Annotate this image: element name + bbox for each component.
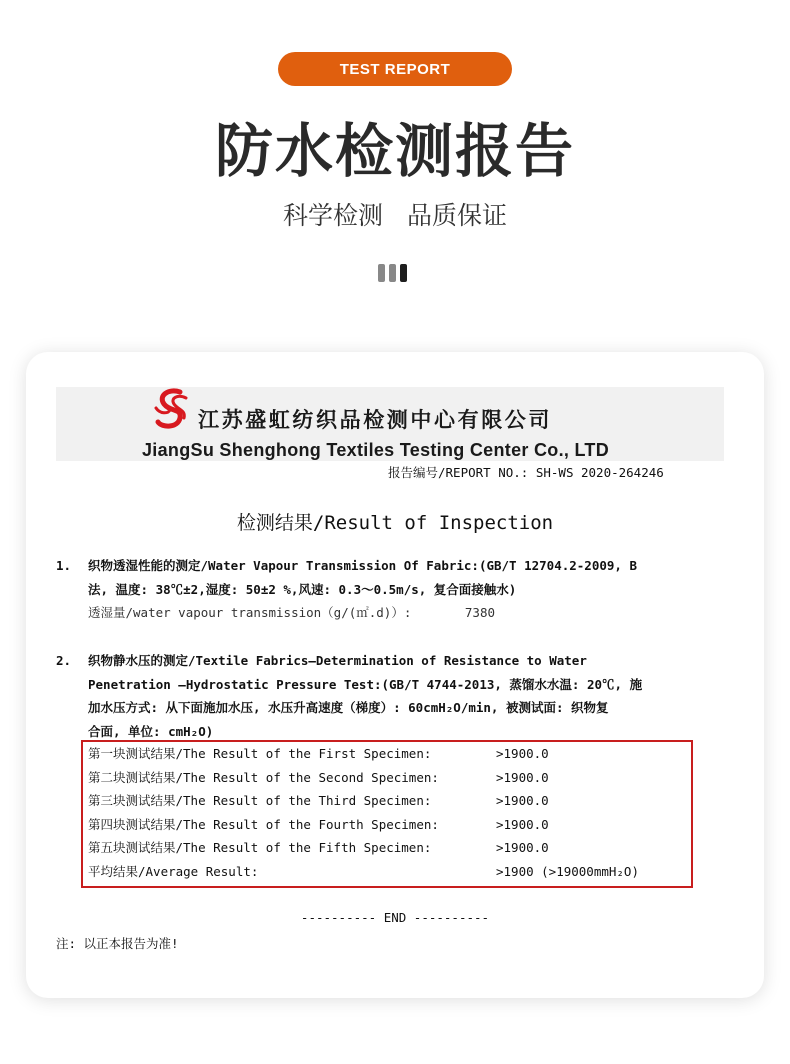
company-name-en: JiangSu Shenghong Textiles Testing Center Co., LTD — [142, 440, 610, 460]
result-row — [88, 813, 439, 837]
item-desc-line: 加水压方式: 从下面施加水压, 水压升高速度（梯度）: 60cmH₂O/min, 被测试面: 织物复 — [88, 700, 609, 715]
item-desc-line: Penetration —Hydrostatic Pressure Test:(GB/T 4744-2013, 蒸馏水水温: 20℃, 施 — [88, 676, 643, 692]
test-item-hydrostatic — [56, 649, 736, 743]
result-value: >1900.0 — [496, 769, 549, 785]
report-end-marker: ---------- END ---------- — [300, 910, 490, 925]
report-card — [26, 352, 764, 998]
result-value-average: >1900 (>19000mmH₂O) — [496, 863, 639, 879]
shenghong-logo-icon — [150, 386, 194, 434]
company-name-cn: 江苏盛虹纺织品检测中心有限公司 — [198, 407, 552, 432]
report-number-value: SH-WS 2020-264246 — [535, 465, 664, 480]
result-row-average — [88, 860, 258, 884]
result-label: 第二块测试结果/The Result of the Second Specimen: — [88, 769, 439, 785]
result-row — [88, 789, 431, 813]
item-desc-line: 法, 温度: 38℃±2,湿度: 50±2 %,风速: 0.3～0.5m/s, 复合面接触水) — [88, 581, 517, 597]
result-value: >1900.0 — [496, 746, 549, 761]
result-row — [88, 742, 431, 766]
carousel-dot-active — [400, 264, 407, 282]
item-desc-line: 织物静水压的测定/Textile Fabrics—Determination of Resistance to Water — [88, 653, 587, 668]
result-heading: 检测结果/Result of Inspection — [236, 512, 554, 534]
result-label: 第一块测试结果/The Result of the First Specimen: — [88, 746, 432, 761]
item-number: 1. — [56, 558, 72, 573]
result-value: >1900.0 — [496, 816, 549, 832]
carousel-indicator — [378, 264, 407, 282]
subtitle-right: 品质保证 — [406, 201, 507, 230]
page-title: 防水检测报告 — [214, 117, 575, 185]
report-note: 注: 以正本报告为准! — [56, 936, 179, 951]
test-item-vapour — [56, 554, 736, 625]
vapour-transmission-label: 透湿量/water vapour transmission（g/(㎡.d)）: — [88, 605, 412, 620]
result-label: 平均结果/Average Result: — [88, 863, 259, 879]
result-row — [88, 836, 431, 860]
item-desc-line: 合面, 单位: cmH₂O) — [88, 723, 214, 739]
report-number — [388, 463, 664, 481]
result-label: 第三块测试结果/The Result of the Third Specimen: — [88, 793, 432, 808]
item-desc-line: 织物透湿性能的测定/Water Vapour Transmission Of Fabric:(GB/T 12704.2-2009, B — [88, 558, 637, 573]
page-subtitle — [0, 196, 790, 232]
carousel-dot — [378, 264, 385, 282]
carousel-dot — [389, 264, 396, 282]
report-number-label: 报告编号/REPORT NO.: — [388, 465, 529, 480]
result-value: >1900.0 — [496, 840, 549, 855]
test-report-label: TEST REPORT — [339, 60, 451, 78]
vapour-transmission-row — [88, 601, 736, 625]
result-row — [88, 766, 439, 790]
result-value: >1900.0 — [496, 793, 549, 808]
result-label: 第四块测试结果/The Result of the Fourth Specimen: — [88, 816, 439, 832]
test-report-badge — [278, 52, 512, 86]
vapour-transmission-value: 7380 — [464, 605, 495, 620]
subtitle-left: 科学检测 — [283, 201, 384, 230]
item-number: 2. — [56, 653, 72, 668]
result-label: 第五块测试结果/The Result of the Fifth Specimen: — [88, 840, 432, 855]
